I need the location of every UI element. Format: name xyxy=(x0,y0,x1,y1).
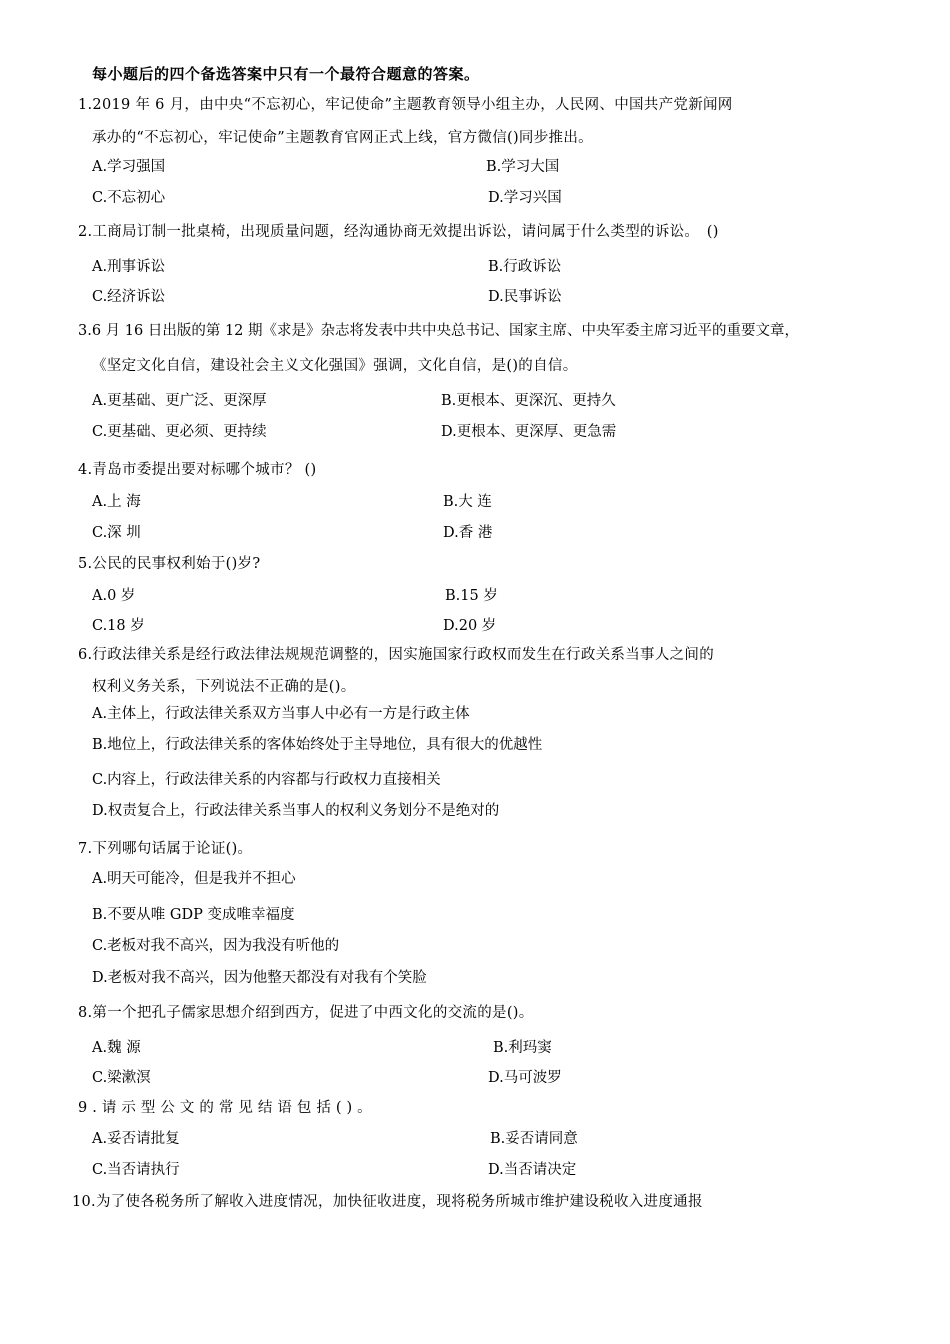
option-c: C.当否请执行 xyxy=(92,1162,180,1178)
option-a: A.更基础、更广泛、更深厚 xyxy=(92,393,267,409)
option-a: A.上 海 xyxy=(92,494,141,510)
option-b: B.利玛窦 xyxy=(493,1040,552,1056)
question-text: 1.2019 年 6 月，由中央“不忘初心，牢记使命”主题教育领导小组主办，人民网、中国共产党新闻网 xyxy=(78,97,733,113)
option-c: C.更基础、更必须、更持续 xyxy=(92,424,267,440)
option-b: B.大 连 xyxy=(443,494,492,510)
question-text: 权利义务关系，下列说法不正确的是()。 xyxy=(92,679,356,695)
option-b: B.行政诉讼 xyxy=(488,259,562,275)
instructions: 每小题后的四个备选答案中只有一个最符合题意的答案。 xyxy=(92,65,480,83)
question-text: 6.行政法律关系是经行政法律法规规范调整的，因实施国家行政权而发生在行政关系当事人之间的 xyxy=(78,647,715,663)
question-text: 4.青岛市委提出要对标哪个城市？ () xyxy=(78,462,317,478)
option-d: D.民事诉讼 xyxy=(488,289,562,305)
option-d: D.当否请决定 xyxy=(488,1162,577,1178)
question-text: 7.下列哪句话属于论证()。 xyxy=(78,841,253,857)
option-a: A.学习强国 xyxy=(92,159,166,175)
option-a: A.0 岁 xyxy=(92,588,136,604)
option-b: B.不要从唯 GDP 变成唯幸福度 xyxy=(92,907,295,923)
option-a: A.刑事诉讼 xyxy=(92,259,166,275)
question-text: 2.工商局订制一批桌椅，出现质量问题，经沟通协商无效提出诉讼，请问属于什么类型的诉讼。 () xyxy=(78,224,719,240)
option-b: B.更根本、更深沉、更持久 xyxy=(441,393,616,409)
option-a: A.魏 源 xyxy=(92,1040,141,1056)
option-b: B.学习大国 xyxy=(486,159,560,175)
option-d: D.更根本、更深厚、更急需 xyxy=(441,424,617,440)
question-text: 承办的“不忘初心，牢记使命”主题教育官网正式上线，官方微信()同步推出。 xyxy=(92,130,593,146)
option-c: C.内容上，行政法律关系的内容都与行政权力直接相关 xyxy=(92,772,441,788)
option-c: C.18 岁 xyxy=(92,618,145,634)
option-b: B.妥否请同意 xyxy=(490,1131,578,1147)
option-a: A.明天可能冷，但是我并不担心 xyxy=(92,871,296,887)
question-text: 10.为了使各税务所了解收入进度情况，加快征收进度，现将税务所城市维护建设税收入进度通报 xyxy=(72,1194,703,1210)
option-d: D.学习兴国 xyxy=(488,190,562,206)
option-c: C.深 圳 xyxy=(92,525,141,541)
option-d: D.20 岁 xyxy=(443,618,497,634)
option-d: D.香 港 xyxy=(443,525,493,541)
question-text: 《坚定文化自信，建设社会主义文化强国》强调，文化自信，是()的自信。 xyxy=(92,358,578,374)
option-d: D.马可波罗 xyxy=(488,1070,562,1086)
question-text: 3.6 月 16 日出版的第 12 期《求是》杂志将发表中共中央总书记、国家主席、中央军委主席习近平的重要文章， xyxy=(78,323,800,339)
option-d: D.权责复合上，行政法律关系当事人的权利义务划分不是绝对的 xyxy=(92,803,500,819)
option-c: C.不忘初心 xyxy=(92,190,166,206)
option-a: A.主体上，行政法律关系双方当事人中必有一方是行政主体 xyxy=(92,706,470,722)
option-d: D.老板对我不高兴，因为他整天都没有对我有个笑脸 xyxy=(92,970,427,986)
option-c: C.老板对我不高兴，因为我没有听他的 xyxy=(92,938,340,954)
option-c: C.梁漱溟 xyxy=(92,1070,151,1086)
question-text: 8.第一个把孔子儒家思想介绍到西方，促进了中西文化的交流的是()。 xyxy=(78,1005,534,1021)
option-b: B.15 岁 xyxy=(445,588,498,604)
option-a: A.妥否请批复 xyxy=(92,1131,180,1147)
question-text: 5.公民的民事权利始于()岁? xyxy=(78,556,261,572)
question-text: 9.请示型公文的常见结语包括()。 xyxy=(78,1100,377,1116)
option-b: B.地位上，行政法律关系的客体始终处于主导地位，具有很大的优越性 xyxy=(92,737,543,753)
option-c: C.经济诉讼 xyxy=(92,289,166,305)
